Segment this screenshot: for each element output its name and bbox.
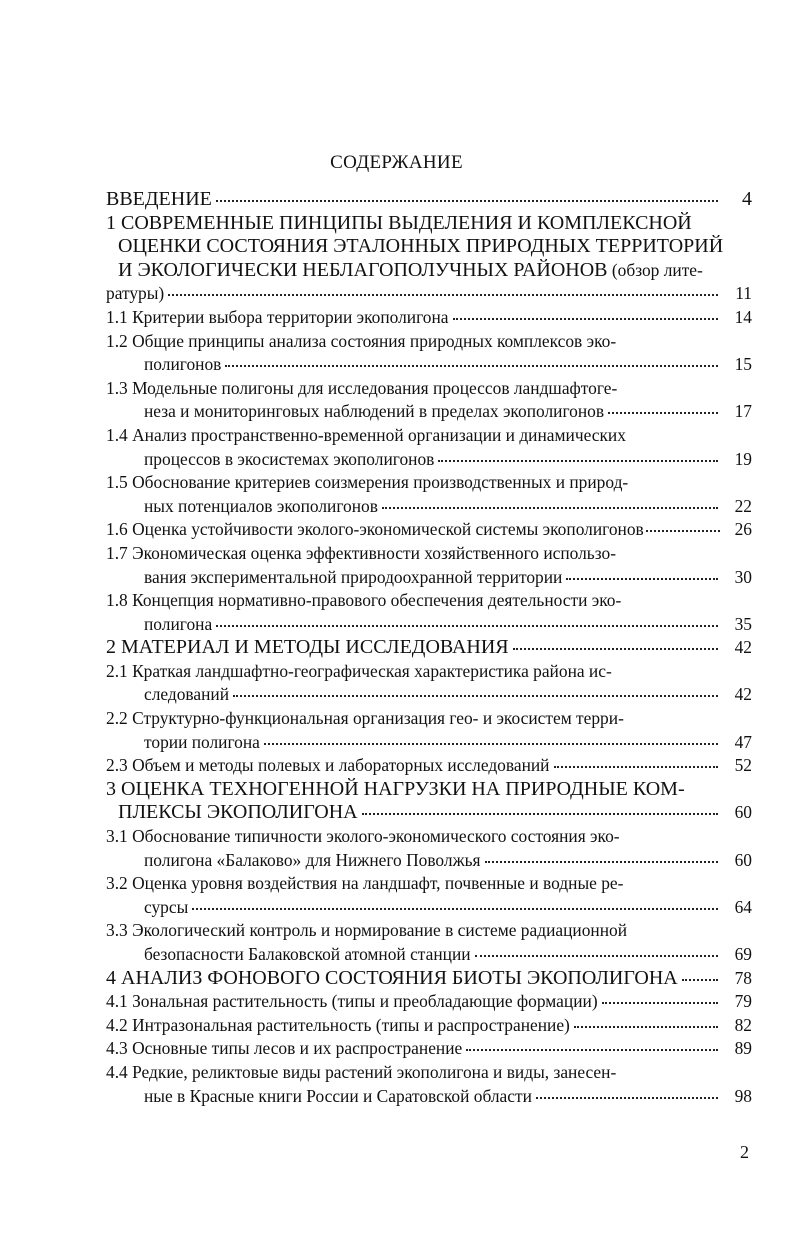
dot-leader bbox=[513, 643, 718, 650]
dot-leader bbox=[382, 502, 718, 509]
toc-page-number: 26 bbox=[734, 519, 752, 540]
toc-entry-title-line: 1 СОВРЕМЕННЫЕ ПИНЦИПЫ ВЫДЕЛЕНИЯ И КОМПЛЕКСНОЙ bbox=[106, 211, 692, 234]
toc-entry-4-4[interactable] bbox=[106, 1061, 752, 1108]
toc-entry-title-line: ных потенциалов экополигонов bbox=[144, 495, 378, 516]
page-number: 2 bbox=[740, 1142, 749, 1162]
toc-page-number: 52 bbox=[734, 755, 752, 776]
toc-entry-title-line: неза и мониторинговых наблюдений в пределах экополигонов bbox=[144, 401, 605, 422]
toc-entry-2-3[interactable] bbox=[106, 754, 752, 778]
toc-entry-title-main: И ЭКОЛОГИЧЕСКИ НЕБЛАГОПОЛУЧНЫХ РАЙОНОВ bbox=[118, 258, 608, 281]
toc-entry-title: 4 АНАЛИЗ ФОНОВОГО СОСТОЯНИЯ БИОТЫ ЭКОПОЛИГОНА bbox=[106, 966, 678, 989]
toc-page-number: 35 bbox=[734, 613, 752, 634]
toc-page-number: 42 bbox=[734, 637, 752, 658]
toc-entry-2-1[interactable] bbox=[106, 660, 752, 707]
toc-entry-chapter-3[interactable] bbox=[106, 778, 752, 825]
toc-entry-3-2[interactable] bbox=[106, 872, 752, 919]
dot-leader bbox=[554, 761, 719, 768]
toc-entry-title-line: вания экспериментальной природоохранной территории bbox=[144, 566, 563, 587]
dot-leader bbox=[574, 1021, 718, 1028]
toc-page-number: 64 bbox=[734, 896, 752, 917]
dot-leader bbox=[485, 856, 718, 863]
toc-entry-title: 4.1 Зональная растительность (типы и преобладающие формации) bbox=[106, 991, 598, 1012]
toc-entry-title-line: ОЦЕНКИ СОСТОЯНИЯ ЭТАЛОННЫХ ПРИРОДНЫХ ТЕРРИТОРИЙ bbox=[118, 235, 724, 258]
toc-entry-title-line: 1.2 Общие принципы анализа состояния природных комплексов эко- bbox=[106, 330, 617, 351]
dot-leader bbox=[264, 738, 718, 745]
toc-entry-title-line: полигонов bbox=[144, 354, 222, 375]
dot-leader bbox=[566, 573, 718, 580]
toc-entry-1-4[interactable] bbox=[106, 424, 752, 471]
dot-leader bbox=[192, 903, 718, 910]
dot-leader bbox=[216, 620, 718, 627]
toc-entry-title-line bbox=[118, 259, 703, 283]
toc-entry-title: 2 МАТЕРИАЛ И МЕТОДЫ ИССЛЕДОВАНИЯ bbox=[106, 636, 509, 659]
dot-leader bbox=[438, 455, 718, 462]
dot-leader bbox=[646, 525, 720, 532]
toc-entry-title: 2.3 Объем и методы полевых и лабораторных исследований bbox=[106, 755, 550, 776]
toc-entry-title-line: 3.3 Экологический контроль и нормирование в системе радиационной bbox=[106, 920, 628, 941]
dot-leader bbox=[608, 407, 718, 414]
toc-page-number: 42 bbox=[734, 684, 752, 705]
toc-page-number: 82 bbox=[734, 1014, 752, 1035]
toc-entry-title-line: 1.3 Модельные полигоны для исследования процессов ландшафтоге- bbox=[106, 377, 618, 398]
dot-leader bbox=[536, 1092, 718, 1099]
toc-entry-title: ВВЕДЕНИЕ bbox=[106, 188, 212, 210]
toc-entry-1-3[interactable] bbox=[106, 377, 752, 424]
toc-entry-title-line: полигона bbox=[144, 613, 213, 634]
toc-page-number: 69 bbox=[734, 944, 752, 964]
toc-page-number: 79 bbox=[734, 991, 752, 1012]
toc-entry-title-line: сурсы bbox=[144, 896, 189, 917]
dot-leader bbox=[453, 313, 718, 320]
toc-entry-title-line: полигона «Балаково» для Нижнего Поволжья bbox=[144, 849, 481, 870]
toc-page-number: 60 bbox=[734, 849, 752, 870]
toc-entry-4-1[interactable] bbox=[106, 990, 752, 1014]
toc-entry-title-line: ПЛЕКСЫ ЭКОПОЛИГОНА bbox=[118, 801, 358, 824]
toc-entry-title-line: тории полигона bbox=[144, 731, 260, 752]
toc-page-number: 22 bbox=[734, 495, 752, 516]
dot-leader bbox=[168, 289, 718, 296]
toc-entry-title: 4.2 Интразональная растительность (типы и распространение) bbox=[106, 1014, 570, 1035]
toc-entry-title-line: 4.4 Редкие, реликтовые виды растений экополигона и виды, занесен- bbox=[106, 1061, 617, 1082]
toc-page-number: 11 bbox=[735, 283, 752, 304]
toc-entry-title: 1.6 Оценка устойчивости эколого-экономической системы экополигонов bbox=[106, 519, 644, 540]
table-of-contents bbox=[106, 188, 752, 1108]
toc-entry-title-line: 2.2 Структурно-функциональная организация гео- и экосистем терри- bbox=[106, 708, 624, 729]
toc-entry-1-5[interactable] bbox=[106, 471, 752, 518]
toc-entry-title-note: (обзор лите- bbox=[607, 259, 703, 280]
toc-entry-title-line: следований bbox=[144, 684, 230, 705]
toc-entry-title-line: 1.4 Анализ пространственно-временной организации и динамических bbox=[106, 424, 626, 445]
dot-leader bbox=[475, 950, 718, 957]
toc-entry-chapter-1[interactable] bbox=[106, 212, 752, 306]
toc-entry-title: 4.3 Основные типы лесов и их распространение bbox=[106, 1038, 463, 1059]
toc-entry-4-2[interactable] bbox=[106, 1014, 752, 1038]
dot-leader bbox=[362, 808, 718, 815]
dot-leader bbox=[682, 974, 718, 981]
toc-entry-3-3[interactable] bbox=[106, 919, 752, 966]
toc-entry-title: 1.1 Критерии выбора территории экополигона bbox=[106, 306, 449, 327]
toc-page-number: 98 bbox=[734, 1085, 752, 1106]
dot-leader bbox=[466, 1044, 718, 1051]
toc-entry-title-line: 1.5 Обоснование критериев соизмерения производственных и природ- bbox=[106, 472, 629, 493]
toc-entry-title-line: безопасности Балаковской атомной станции bbox=[144, 944, 471, 964]
toc-entry-2-2[interactable] bbox=[106, 707, 752, 754]
toc-entry-title-line: 3 ОЦЕНКА ТЕХНОГЕННОЙ НАГРУЗКИ НА ПРИРОДНЫЕ КОМ- bbox=[106, 777, 685, 800]
toc-page-number: 14 bbox=[734, 306, 752, 327]
toc-entry-title-line: процессов в экосистемах экополигонов bbox=[144, 448, 435, 469]
toc-entry-1-1[interactable] bbox=[106, 306, 752, 330]
toc-page-number: 78 bbox=[734, 967, 752, 988]
toc-page-number: 89 bbox=[734, 1038, 752, 1059]
toc-entry-4-3[interactable] bbox=[106, 1037, 752, 1061]
toc-page-number: 15 bbox=[734, 354, 752, 375]
toc-page-number: 17 bbox=[734, 401, 752, 422]
dot-leader bbox=[602, 997, 718, 1004]
page-title: СОДЕРЖАНИЕ bbox=[330, 152, 463, 173]
toc-page-number: 19 bbox=[734, 448, 752, 469]
toc-entry-1-8[interactable] bbox=[106, 589, 752, 636]
toc-page-number: 60 bbox=[734, 802, 752, 823]
toc-entry-3-1[interactable] bbox=[106, 825, 752, 872]
toc-entry-chapter-2[interactable] bbox=[106, 636, 752, 660]
toc-entry-title-line: 2.1 Краткая ландшафтно-географическая характеристика района ис- bbox=[106, 660, 612, 681]
toc-entry-1-6[interactable] bbox=[106, 518, 752, 542]
toc-entry-title-line: 1.7 Экономическая оценка эффективности хозяйственного использо- bbox=[106, 542, 616, 563]
dot-leader bbox=[216, 195, 718, 202]
toc-entry-title-line: 1.8 Концепция нормативно-правового обеспечения деятельности эко- bbox=[106, 590, 622, 611]
toc-page-number: 47 bbox=[734, 731, 752, 752]
toc-entry-introduction[interactable] bbox=[106, 188, 752, 212]
toc-entry-title-line: ратуры) bbox=[106, 283, 165, 304]
toc-page-number: 30 bbox=[734, 566, 752, 587]
dot-leader bbox=[233, 690, 718, 697]
toc-page-number: 4 bbox=[742, 188, 752, 210]
toc-entry-title-line: ные в Красные книги России и Саратовской области bbox=[144, 1085, 532, 1106]
toc-entry-1-2[interactable] bbox=[106, 330, 752, 377]
dot-leader bbox=[225, 360, 718, 367]
toc-entry-title-line: 3.1 Обоснование типичности эколого-экономического состояния эко- bbox=[106, 826, 620, 847]
toc-entry-chapter-4[interactable] bbox=[106, 967, 752, 991]
toc-entry-title-line: 3.2 Оценка уровня воздействия на ландшафт, почвенные и водные ре- bbox=[106, 873, 624, 894]
toc-entry-1-7[interactable] bbox=[106, 542, 752, 589]
